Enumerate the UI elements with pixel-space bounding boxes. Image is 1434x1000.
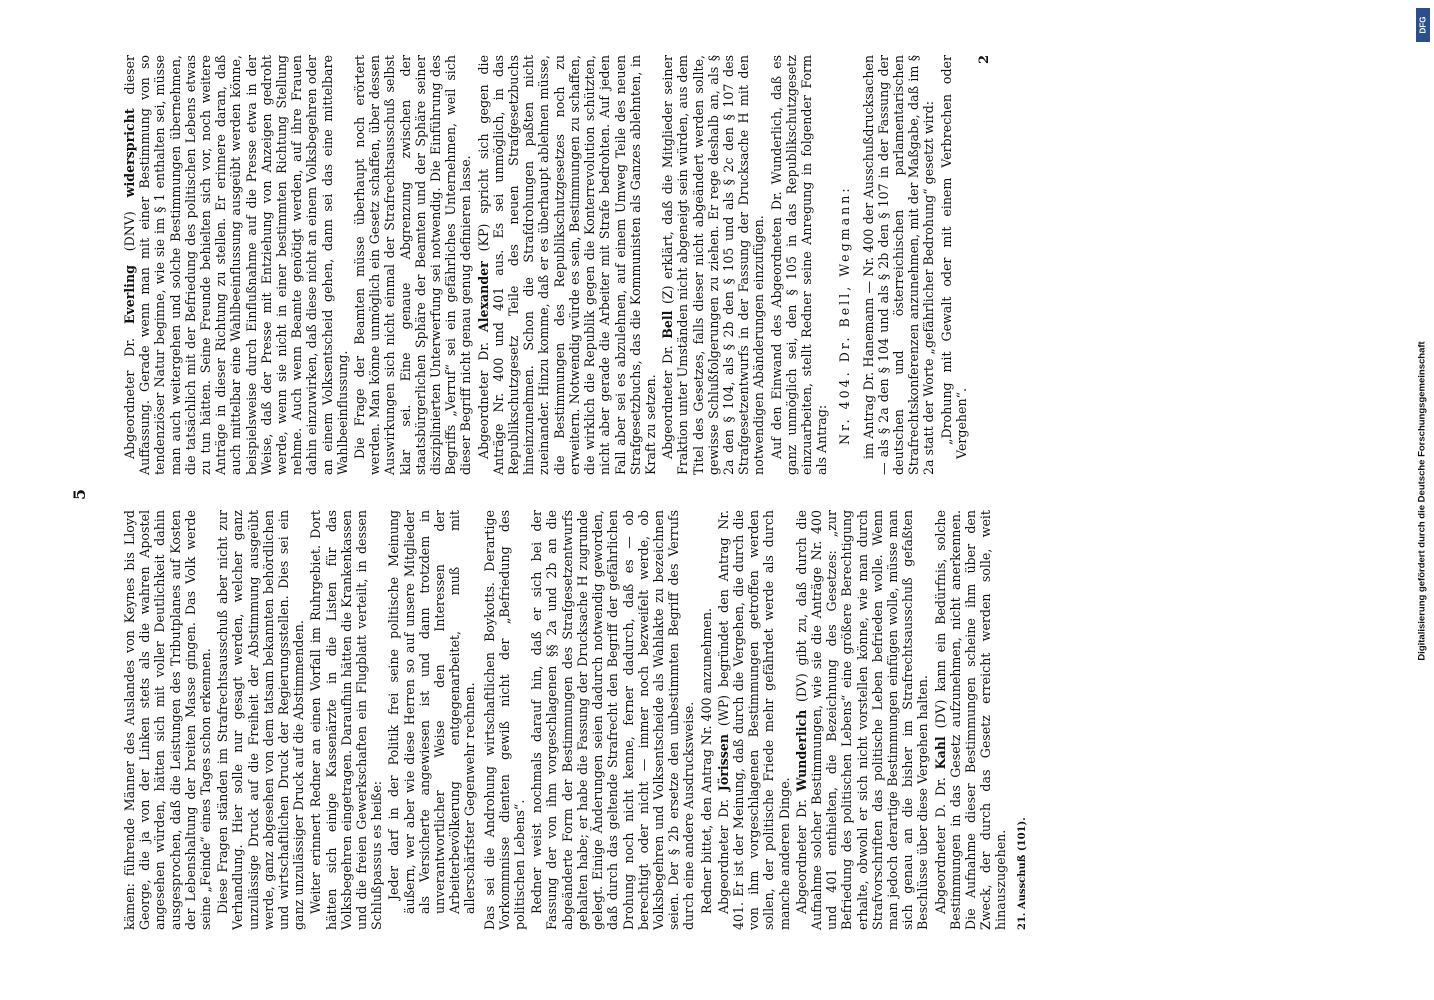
motion-heading: Nr. 404. Dr. Bell, Wegmann: [837, 185, 853, 445]
speaker-name: Bell [660, 310, 676, 339]
motion-text: im Antrag Dr. Hanemann — Nr. 400 der Ausschußdrucksachen — als § 2a den § 104 und als § 2b den § 107 in der Fassung der deutschen und österreichischen parlamentarischen Strafrechtskonferenzen anzunehmen, mit der Maßgabe, daß im § 2a statt der Worte „gefährlicher Bedrohung“ gesetzt wird: [860, 55, 937, 475]
speaker-paragraph: Abgeordneter Dr. Jörissen (WP) begründet den Antrag Nr. 401. Er ist der Meinung, daß durch die Vergehen, die durch die von ihm vorgeschlagenen Bestimmungen getroffen werden sollen, der politische Friede mehr gefährdet werde als durch manche anderen Dinge. [715, 510, 792, 930]
speaker-paragraph: Abgeordneter Dr. Wunderlich (DV) gibt zu, daß durch die Aufnahme solcher Bestimmungen, wie sie die Anträge Nr. 400 und 401 enthielten, die Bezeichnung des Gesetzes: „zur Befriedung des politischen Lebens“ eine größere Berechtigung erhalte, obwohl er sich nicht vorstellen könne, wie man durch Strafvorschriften das politische Leben befrieden wolle. Wenn man jedoch derartige Bestimmungen einfügen wolle, müsse man sich genau an die bisher im Strafrechtsausschuß gefaßten Beschlüsse über diese Vergehen halten. [793, 510, 931, 930]
motion-quote: „Drohung mit Gewalt oder mit einem Verbrechen oder Vergehen“. [938, 55, 969, 459]
paragraph: kämen: führende Männer des Auslandes von Keynes bis Lloyd George, die ja von der Linken stets als die wahren Apostel angesehen würden, hätten sich mit voller Deutlichkeit dahin ausgesprochen, daß die Leistungen des Tributplanes auf Kosten der Lebenshaltung der breiten Masse gingen. Das Volk werde seine „Feinde“ eines Tages schon erkennen. [122, 510, 214, 930]
speaker-paragraph: Abgeordneter Dr. Everling (DNV) widerspricht dieser Auffassung. Gerade wenn man mit einer Bestimmung von so tendenziöser Natur beginne, wie sie im § 1 enthalten sei, müsse man auch weitergehen und solche Bestimmungen übernehmen, die tatsächlich mit der Befriedung des politischen Lebens etwas zu tun hätten. Seine Freunde behielten sich vor, noch weitere Anträge in dieser Richtung zu stellen. Er erinnere daran, daß auch mittelbar eine Wahlbeeinflussung ausgeübt werden könne, beispielsweise durch Einflußnahme auf die Presse etwa in der Weise, daß der Presse mit Entziehung von Anzeigen gedroht werde, wenn sie nicht in einer bestimmten Richtung Stellung nehme. Auch wenn Beamte genötigt werden, auf ihre Frauen dahin einzuwirken, daß diese nicht an einem Volksbegehren oder an einem Volksentscheid gehen, dann sei das eine mittelbare Wahlbeeinflussung. [122, 55, 350, 475]
footnote: 21. Ausschuß (101). [1016, 817, 1028, 930]
digitization-credit: Digitalisierung gefördert durch die Deutsche Forschungsgemeinschaft [1416, 340, 1428, 661]
paragraph: Die Frage der Beamten müsse überhaupt noch erörtert werden. Man könne unmöglich ein Gesetz schaffen, über dessen Auswirkungen sich nicht einmal der Strafrechtsausschuß selbst klar sei. Eine genaue Abgrenzung zwischen der staatsbürgerlichen Sphäre der Beamten und der Sphäre seiner disziplinierten Unterwerfung sei notwendig. Die Einführung des Begriffs „Verruf“ sei ein gefährliches Unternehmen, weil sich dieser Begriff nicht genau genug definieren lasse. [352, 55, 474, 475]
paragraph: Redner weist nochmals darauf hin, daß er sich bei der Fassung der von ihm vorgeschlagenen §§ 2a und 2b an die abgeänderte Form der Bestimmungen des Strafgesetzentwurfs gehalten habe; er habe die Fassung der Drucksache H zugrunde gelegt. Einige Änderungen seien dadurch notwendig geworden, daß durch das geltende Strafrecht den Begriff der gefährlichen Drohung noch nicht kenne, ferner dadurch, daß es — ob berechtigt oder nicht — immer noch bezweifelt werde, ob Volksbegehren und Volksentscheide als Wahlakte zu bezeichnen seien. Der § 2b ersetze den unbestimmten Begriff des Verrufs durch eine andere Ausdrucksweise. [529, 510, 697, 930]
document-page [52, 30, 1382, 970]
page-number: 5 [70, 488, 89, 500]
dfg-logo: DFG [1416, 8, 1430, 42]
emphasis-verb: widerspricht [122, 108, 137, 198]
speaker-paragraph: Abgeordneter Dr. Bell (Z) erklärt, daß die Mitglieder seiner Fraktion unter Umständen nicht abgeneigt sein würden, aus dem Titel des Gesetzes, falls dieser nicht abgeändert werden sollte, gewisse Schlußfolgerungen zu ziehen. Er rege deshalb an, als § 2a den § 104, als § 2b den § 105 und als § 2c den § 107 des Strafgesetzentwurfs in der Fassung der Drucksache H mit den notwendigen Abänderungen einzufügen. [660, 55, 767, 475]
quoted-leaflet: Jeder darf in der Politik frei seine politische Meinung äußern, wer aber wie diese Herren so auf unsere Mitglieder als Versicherte angewiesen ist und dann trotzdem in unverantwortlicher Weise den Interessen der Arbeiterbevölkerung entgegenarbeitet, muß mit allerschärfster Gegenwehr rechnen. [386, 510, 478, 914]
paragraph: Auf den Einwand des Abgeordneten Dr. Wunderlich, daß es ganz unmöglich sei, den § 105 in das Republikschutzgesetz einzuarbeiten, stellt Redner seine Anregung in folgender Form als Antrag: [768, 55, 830, 475]
speaker-name: Kahl [932, 736, 948, 770]
paragraph: Diese Fragen ständen im Strafrechtsausschuß aber nicht zur Verhandlung. Hier solle nur gesagt werden, welcher ganz unzulässige Druck auf die Freiheit der Abstimmung ausgeübt werde, ganz abgesehen von dem tatsam bekannten behördlichen und wirtschaftlichen Druck der Regierungsstellen. Dies sei ein ganz unzulässiger Druck auf die Abstimmenden. [215, 510, 307, 930]
right-column [122, 55, 994, 475]
speaker-paragraph: Abgeordneter Dr. Alexander (KP) spricht sich gegen die Anträge Nr. 400 und 401 aus. Es sei unmöglich, in das Republikschutzgesetz Teile des neuen Strafgesetzbuchs hineinzunehmen. Schon die Strafdrohungen paßten nicht zueinander. Hinzu komme, daß er es überhaupt ablehnen müsse, die Bestimmungen des Republikschutzgesetzes noch zu erweitern. Notwendig würde es sein, Bestimmungen zu schaffen, die wirklich die Republik gegen die Konterrevolution schützten, nicht aber gerade die Arbeiter mit Strafe bedrohten. Auf jeden Fall aber sei es abzulehnen, auf einem Umweg Teile des neuen Strafgesetzbuchs, das die Kommunisten als Ganzes ablehnten, in Kraft zu setzen. [475, 55, 658, 475]
paragraph: Weiter erinnert Redner an einen Vorfall im Ruhrgebiet. Dort hätten sich einige Kassenärzte in die Listen für das Volksbegehren eingetragen. Daraufhin hätten die Krankenkassen und die freien Gewerkschaften ein Flugblatt verteilt, in dessen Schlußpassus es heiße: [308, 510, 385, 930]
left-column [122, 510, 1032, 930]
signature-mark: 2 [976, 55, 992, 65]
paragraph: Redner bittet, den Antrag Nr. 400 anzunehmen. [698, 607, 714, 914]
paragraph: Das sei die Androhung wirtschaftlichen Boykotts. Derartige Vorkommnisse dienten gewiß nicht der „Befriedung des politischen Lebens“. [481, 510, 528, 930]
speaker-name: Alexander [475, 261, 491, 333]
speaker-paragraph: Abgeordneter D. Dr. Kahl (DV) kann ein Bedürfnis, solche Bestimmungen in das Gesetz aufzunehmen, nicht anerkennen. Die Aufnahme dieser Bestimmungen scheine ihm über den Zweck, der durch das Gesetz erreicht werden solle, weit hinauszugehen. [932, 510, 1009, 930]
speaker-name: Everling [122, 265, 137, 325]
speaker-name: Wunderlich [793, 709, 809, 792]
speaker-name: Jörissen [715, 734, 731, 792]
